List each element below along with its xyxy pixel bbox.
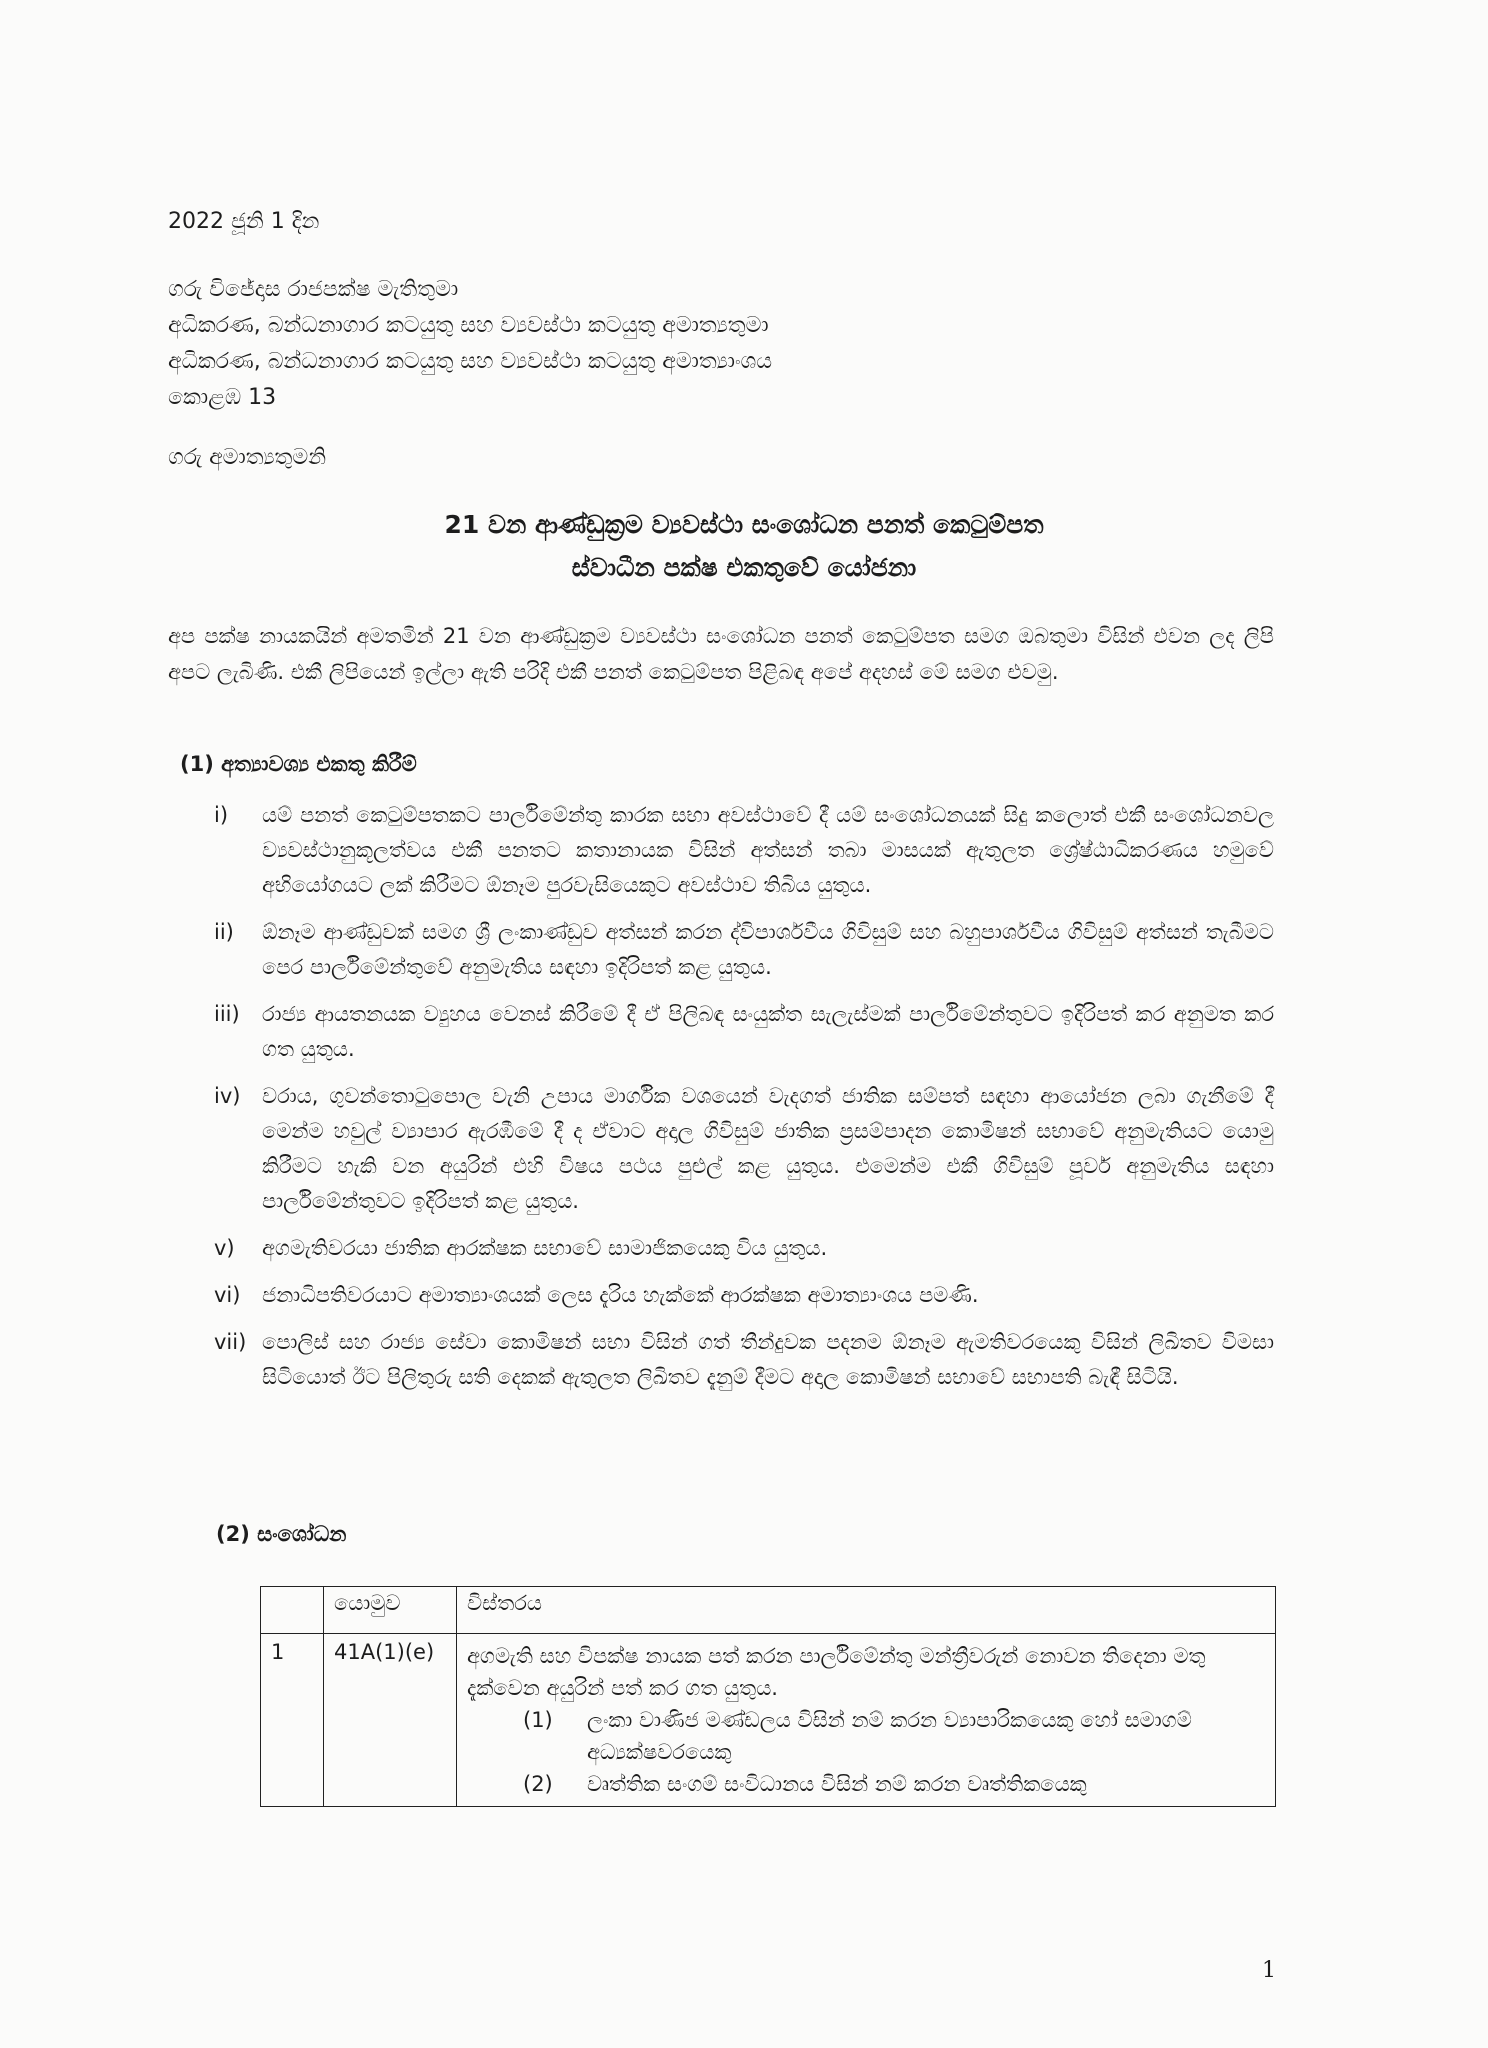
sublist-item-text: ලංකා වාණිජ මණ්ඩලය විසින් නම් කරන ව්‍යාපාරිකයෙකු හෝ සමාගම් අධ්‍යක්ෂවරයෙකු [587, 1708, 1192, 1764]
sublist-item-text: වෘත්තික සංගම් සංවිධානය විසින් නම් කරන වෘත්තිකයෙකු [587, 1772, 1087, 1796]
list-item-number: vi) [214, 1283, 241, 1307]
section1-heading: (1) අත්‍යාවශ්‍ය එකතු කිරීම් [180, 752, 417, 776]
list-item [214, 1278, 1274, 1313]
table-header-description: විස්තරය [457, 1587, 1276, 1634]
salutation: ගරු අමාත්‍යතුමනි [168, 445, 327, 470]
list-item-text: පොලිස් සහ රාජ්‍ය සේවා කොමිෂන් සභා විසින් ගත් තීන්දුවක පදනම ඕනෑම ඇමතිවරයෙකු විසින් ලිඛිතව විමසා සිටියොත් ඊට පිලිතුරු සති දෙකක් ඇතුලත ලිඛිතව දැනුම් දීමට අදාල කොමිෂන් සභාවේ සභාපති බැඳී සිටියි. [262, 1330, 1274, 1389]
list-item [214, 1231, 1274, 1266]
list-item-number: i) [214, 803, 229, 827]
list-item-text: ජනාධිපතිවරයාට අමාත්‍යාංශයක් ලෙස දැරිය හැක්කේ ආරක්ෂක අමාත්‍යාංශය පමණි. [262, 1283, 979, 1307]
list-item-text: ඕනෑම ආණ්ඩුවක් සමග ශ්‍රී ලංකාණ්ඩුව අත්සන් කරන ද්විපාර්ශවීය ගිවිසුම් සහ බහුපාර්ශවීය ගිවිසුම් අත්සන් තැබීමට පෙර පාර්ලිමේන්තුවේ අනුමැතිය සඳහා ඉදිරිපත් කළ යුතුය. [262, 920, 1274, 979]
sublist-item-number: (1) [523, 1708, 553, 1732]
table-row [261, 1634, 1276, 1807]
addressee-title: අධිකරණ, බන්ධනාගාර කටයුතු සහ ව්‍යවස්ථා කටයුතු අමාත්‍යතුමා [168, 313, 769, 338]
addressee-block [168, 272, 772, 416]
addressee-city: කොළඹ 13 [168, 385, 277, 410]
list-item [214, 1325, 1274, 1395]
table-header-row [261, 1587, 1276, 1634]
document-title: 21 වන ආණ්ඩුක්‍රම ව්‍යවස්ථා සංශෝධන පනත් කෙටුම්පත [444, 510, 1044, 539]
list-item-text: අගමැතිවරයා ජාතික ආරක්ෂක සභාවේ සාමාජිකයෙකු විය යුතුය. [262, 1236, 828, 1260]
intro-paragraph: අප පක්ෂ නායකයින් අමතමින් 21 වන ආණ්ඩුක්‍රම ව්‍යවස්ථා සංශෝධන පනත් කෙටුම්පත සමග ඔබතුමා විසින් එවන ලද ලිපි අපට ලැබිණි. එකී ලිපියෙන් ඉල්ලා ඇති පරිදි එකී පනත් කෙටුම්පත පිළිබඳ අපේ අදහස් මේ සමග එවමු. [168, 624, 1274, 684]
list-item-number: v) [214, 1236, 235, 1260]
list-item-text: යම් පනත් කෙටුම්පතකට පාර්ලිමේන්තු කාරක සභා අවස්ථාවේ දී යම් සංශෝධනයක් සිදු කලොත් එකී සංශෝධනවල ව්‍යවස්ථානුකූලත්වය එකී පනතට කතානායක විසින් අත්සන් තබා මාසයක් ඇතුලත ශ්‍රේෂ්ඨාධිකරණය හමුවේ අභියෝගයට ලක් කිරීමට ඕනෑම පුරවැසියෙකුට අවස්ථාව තිබිය යුතුය. [262, 803, 1274, 897]
description-sublist [467, 1704, 1265, 1800]
list-item-number: vii) [214, 1330, 247, 1354]
list-item-number: iv) [214, 1084, 241, 1108]
sublist-item-number: (2) [523, 1772, 553, 1796]
table-cell-reference: 41A(1)(e) [324, 1634, 457, 1807]
list-item [214, 798, 1274, 903]
table-header-reference: යොමුව [324, 1587, 457, 1634]
list-item-text: වරාය, ගුවන්තොටුපොල වැනි උපාය මාර්ගික වශයෙන් වැදගත් ජාතික සම්පත් සඳහා ආයෝජන ලබා ගැනීමේ දී මෙන්ම හවුල් ව්‍යාපාර ඇරඹීමේ දී ද ඒවාට අදාල ගිවිසුම් ජාතික ප්‍රසම්පාදන කොමිෂන් සභාවේ අනුමැතියට යොමු කිරීමට හැකි වන අයුරින් එහි විෂය පථය පුළුල් කළ යුතුය. එමෙන්ම එකී ගිවිසුම් පූර්ව අනුමැතිය සඳහා පාර්ලිමේන්තුවට ඉදිරිපත් කළ යුතුය. [262, 1084, 1274, 1213]
addressee-name: ගරු විජේදාස රාජපක්ෂ මැතිතුමා [168, 277, 459, 302]
amendments-table [260, 1586, 1276, 1807]
addressee-ministry: අධිකරණ, බන්ධනාගාර කටයුතු සහ ව්‍යවස්ථා කටයුතු අමාත්‍යාංශය [168, 349, 773, 374]
list-item-text: රාජ්‍ය ආයතනයක ව්‍යුහය වෙනස් කිරීමේ දී ඒ පිලිබඳ සංයුක්ත සැලැස්මක් පාර්ලිමේන්තුවට ඉදිරිපත් කර අනුමත කර ගත යුතුය. [262, 1002, 1274, 1061]
page-number: 1 [1262, 1958, 1276, 1983]
list-item-number: ii) [214, 920, 234, 944]
letter-date: 2022 ජූනි 1 දින [168, 209, 320, 234]
list-item-number: iii) [214, 1002, 240, 1026]
section2-heading: (2) සංශෝධන [216, 1522, 347, 1546]
sublist-item [523, 1768, 1265, 1800]
table-cell-no: 1 [261, 1634, 324, 1807]
list-item [214, 915, 1274, 985]
table-header-no [261, 1587, 324, 1634]
document-subtitle: ස්වාධීන පක්ෂ එකතුවේ යෝජනා [571, 553, 917, 582]
description-text: අගමැති සහ විපක්ෂ නායක පත් කරන පාර්ලිමේන්තු මන්ත්‍රීවරුන් නොවන තිදෙනා මතු දැක්වෙන අයුරින් පත් කර ගත යුතුය. [467, 1644, 1206, 1700]
sublist-item [523, 1704, 1265, 1768]
table-cell-description [457, 1634, 1276, 1807]
list-item [214, 1079, 1274, 1219]
list-item [214, 997, 1274, 1067]
section1-list [214, 798, 1274, 1407]
